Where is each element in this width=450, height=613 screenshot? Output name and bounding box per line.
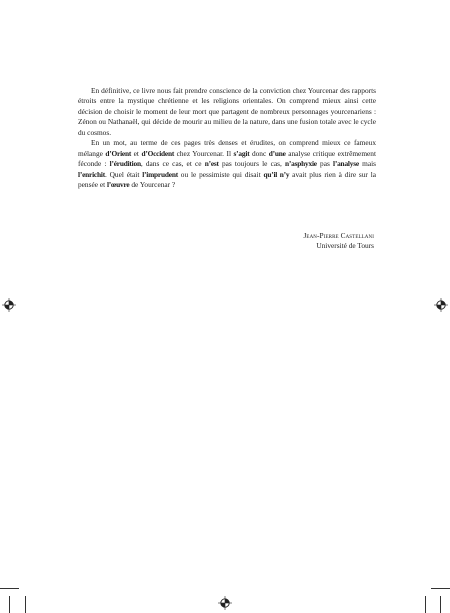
crop-mark-icon [25,596,26,613]
text-run: donc [249,148,269,158]
registration-mark-icon [434,298,448,312]
review-paragraph [78,86,376,138]
text-run-bold: l’œuvre [106,180,130,190]
text-run: En un mot, au terme de ces pages très denses et érudites, on comprend mieux ce fameux mélange [78,138,376,158]
registration-mark-icon [2,298,16,312]
text-run-bold: qu’il n’y [263,169,290,179]
text-run: pas [316,159,333,169]
text-run: et [131,148,142,158]
text-run-bold: l’enrichit [78,169,105,179]
author-name: Jean-Pierre Castellani [303,231,374,240]
text-run-bold: n’asphyxie [285,159,317,169]
text-run-bold: n’est [204,159,219,169]
text-run: mais [358,159,376,169]
text-run: de Yourcenar ? [129,180,176,190]
text-run-bold: l’imprudent [142,169,178,179]
text-run-bold: d’Orient [105,148,132,158]
text-run: En définitive, ce livre nous fait prendre conscience de la conviction chez Yourcenar des rapports étroits entre la mystique chrétienne et les religions orientales. On comprend mieux ainsi cette décision de choisir le moment de leur mort que partagent de nombreux personnages yourcenariens : Zénon ou Nathanaël, qui décide de mourir au milieu de la nature, dans une fusion totale avec le cycle du cosmos. [78,86,376,137]
text-run-bold: l’analyse [333,159,359,169]
text-run: pas toujours le cas, [218,159,285,169]
text-run: analyse critique extrêmement féconde : [78,148,376,169]
text-run: , dans ce cas, et ce [140,159,205,169]
crop-mark-icon [9,596,10,613]
text-run-bold: d’Occident [141,148,175,158]
text-run-bold: s’agit [233,148,250,158]
registration-mark-icon [218,596,232,610]
crop-mark-icon [440,596,441,613]
signature-block [303,231,374,252]
review-body [78,86,376,191]
text-run: . Quel était [104,169,143,179]
review-paragraph [78,138,376,190]
text-run: ou le pessimiste qui disait [177,169,264,179]
text-run-bold: d’une [268,148,286,158]
author-affiliation: Université de Tours [316,241,374,251]
text-run: avait plus rien à dire sur la pensée et [78,169,377,190]
crop-mark-icon [431,588,450,589]
text-run: chez Yourcenar. Il [174,148,234,158]
crop-mark-icon [0,588,19,589]
text-run-bold: l’érudition [109,159,141,169]
crop-mark-icon [425,596,426,613]
